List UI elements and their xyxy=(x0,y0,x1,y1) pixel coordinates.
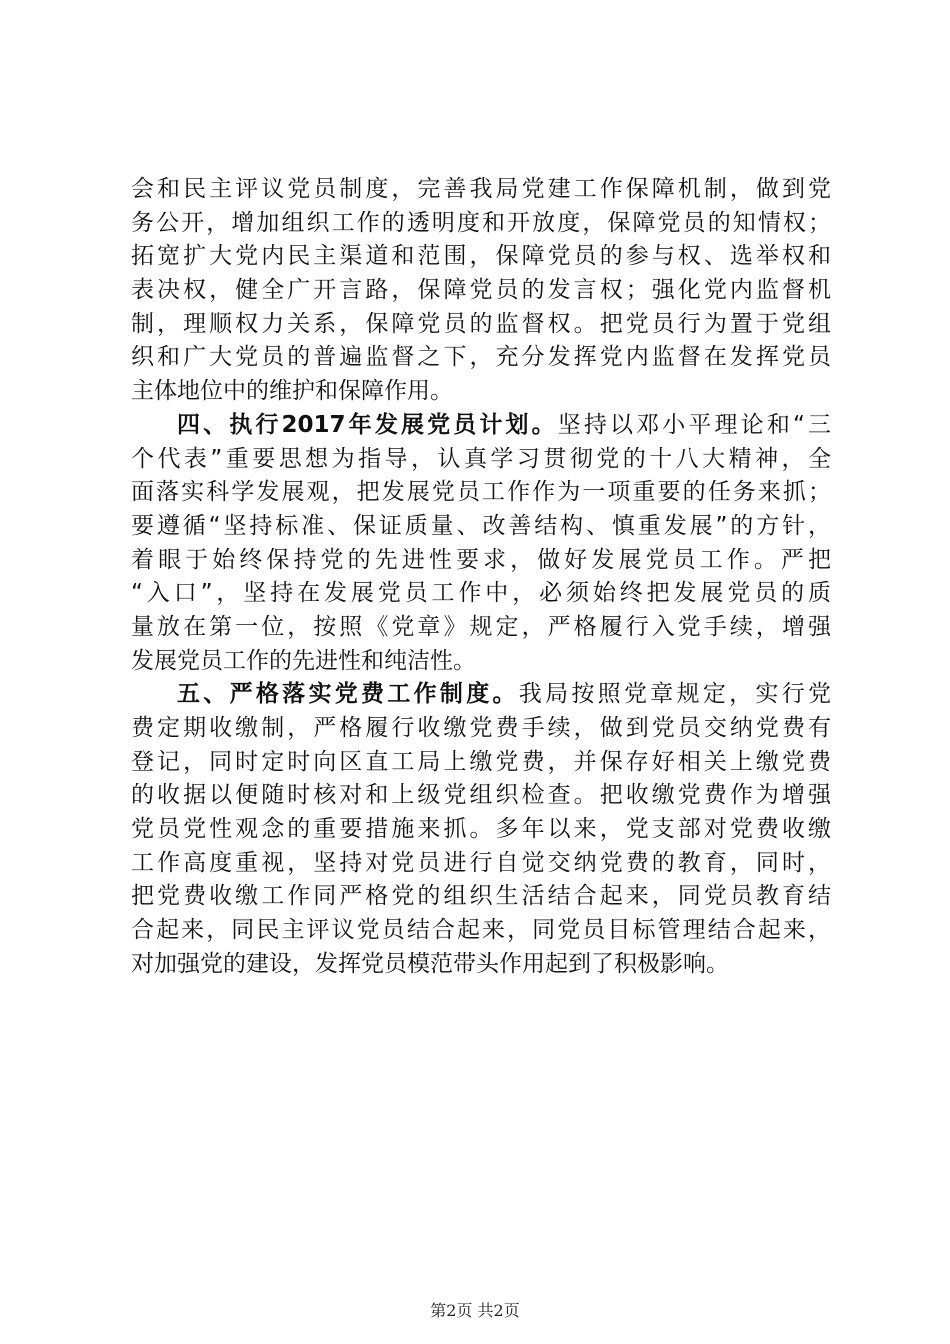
paragraph-line: 着眼于始终保持党的先进性要求，做好发展党员工作。严把 xyxy=(131,546,831,573)
paragraph-line: 会和民主评议党员制度，完善我局党建工作保障机制，做到党 xyxy=(131,176,831,202)
paragraph-line: 面落实科学发展观，把发展党员工作作为一项重要的任务来抓； xyxy=(131,479,831,506)
paragraph-line: 务公开，增加组织工作的透明度和开放度，保障党员的知情权； xyxy=(131,209,831,236)
paragraph-line: 表决权，健全广开言路，保障党员的发言权；强化党内监督机 xyxy=(131,277,831,304)
paragraph-line: 党员党性观念的重要措施来抓。多年以来，党支部对党费收缴 xyxy=(131,816,831,843)
paragraph-2 xyxy=(131,409,831,679)
paragraph-line: 个代表”重要思想为指导，认真学习贯彻党的十八大精神，全 xyxy=(131,445,831,472)
section-heading: 四、执行2017年发展党员计划。 xyxy=(177,411,558,438)
paragraph-line: 主体地位中的维护和保障作用。 xyxy=(131,378,453,405)
paragraph-1 xyxy=(131,173,831,409)
paragraph-line: 的收据以便随时核对和上级党组织检查。把收缴党费作为增强 xyxy=(131,782,831,809)
paragraph-line: 要遵循“坚持标准、保证质量、改善结构、慎重发展”的方针， xyxy=(131,512,831,539)
paragraph-line: 量放在第一位，按照《党章》规定，严格履行入党手续，增强 xyxy=(131,613,831,640)
paragraph-line: 对加强党的建设，发挥党员模范带头作用起到了积极影响。 xyxy=(131,950,729,977)
paragraph-line: 把党费收缴工作同严格党的组织生活结合起来，同党员教育结 xyxy=(131,883,831,910)
paragraph-3 xyxy=(131,678,831,981)
paragraph-line: 合起来，同民主评议党员结合起来，同党员目标管理结合起来， xyxy=(131,917,831,944)
paragraph-line: 工作高度重视，坚持对党员进行自觉交纳党费的教育，同时， xyxy=(131,849,831,876)
paragraph-line: 发展党员工作的先进性和纯洁性。 xyxy=(131,647,476,674)
paragraph-first-line xyxy=(131,409,831,443)
paragraph-first-line xyxy=(131,678,831,712)
document-body xyxy=(131,173,831,982)
paragraph-line: 拓宽扩大党内民主渠道和范围，保障党员的参与权、选举权和 xyxy=(131,243,831,270)
paragraph-line: 制，理顺权力关系，保障党员的监督权。把党员行为置于党组 xyxy=(131,310,831,337)
paragraph-text: 我局按照党章规定，实行党 xyxy=(518,681,832,708)
paragraph-line: 费定期收缴制，严格履行收缴党费手续，做到党员交纳党费有 xyxy=(131,715,831,741)
section-heading: 五、严格落实党费工作制度。 xyxy=(177,681,519,708)
page-footer xyxy=(0,1298,950,1321)
paragraph-line: 织和广大党员的普遍监督之下，充分发挥党内监督在发挥党员 xyxy=(131,344,831,371)
paragraph-line: 登记，同时定时向区直工局上缴党费，并保存好相关上缴党费 xyxy=(131,748,831,775)
paragraph-text: 坚持以邓小平理论和“三 xyxy=(557,411,831,438)
paragraph-line: “入口”，坚持在发展党员工作中，必须始终把发展党员的质 xyxy=(131,580,831,607)
page-number: 第2页 共2页 xyxy=(430,1301,520,1320)
